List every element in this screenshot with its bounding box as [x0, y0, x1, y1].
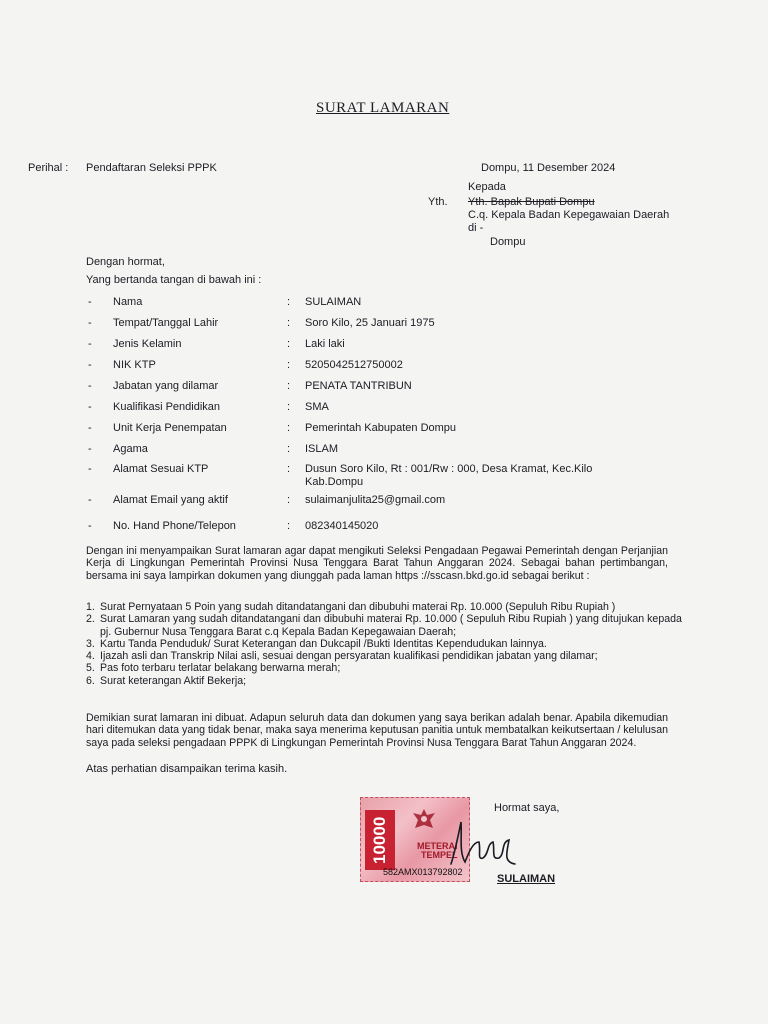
field-dash: - — [88, 317, 92, 329]
garuda-emblem-icon — [409, 806, 439, 836]
field-colon: : — [287, 494, 291, 506]
thanks-line: Atas perhatian disampaikan terima kasih. — [86, 763, 288, 775]
list-item-text: Ijazah asli dan Transkrip Nilai asli, sesuai dengan persyaratan kualifikasi pendidikan jabatan yang dilamar; — [100, 650, 598, 663]
attachment-list — [86, 601, 686, 687]
subject-value: Pendaftaran Seleksi PPPK — [86, 162, 217, 174]
stamp-serial: 582AMX013792802 — [383, 867, 463, 877]
field-label: Alamat Sesuai KTP — [113, 463, 209, 475]
field-value: sulaimanjulita25@gmail.com — [305, 494, 446, 506]
field-colon: : — [287, 317, 291, 329]
field-colon: : — [287, 296, 291, 308]
field-value-line2: Kab.Dompu — [305, 476, 364, 488]
field-value: Dusun Soro Kilo, Rt : 001/Rw : 000, Desa Kramat, Kec.Kilo — [305, 463, 593, 475]
field-label: Jenis Kelamin — [113, 338, 182, 350]
list-item-text: Pas foto terbaru terlatar belakang berwarna merah; — [100, 662, 341, 675]
list-item-number: 6. — [86, 674, 95, 687]
stamp-value: 10000 — [365, 810, 395, 870]
field-value: ISLAM — [305, 443, 339, 455]
field-dash: - — [88, 443, 92, 455]
field-colon: : — [287, 401, 291, 413]
list-item-number: 1. — [86, 601, 95, 613]
field-dash: - — [88, 494, 92, 506]
body-paragraph: Dengan ini menyampaikan Surat lamaran agar dapat mengikuti Seleksi Pengadaan Pegawai Pemerintah dengan Perjanjian Kerja di Lingkungan Pemerintah Provinsi Nusa Tenggara Barat Tahun Anggaran 2024. Sebagai bahan pertimbangan, bersama ini saya lampirkan dokumen yang diunggah pada laman https ://sscasn.bkd.go.id sebagai berikut : — [86, 545, 668, 582]
list-item-number: 3. — [86, 637, 95, 650]
field-label: Unit Kerja Penempatan — [113, 422, 227, 434]
field-colon: : — [287, 443, 291, 455]
field-dash: - — [88, 359, 92, 371]
list-item-number: 2. — [86, 613, 95, 626]
document-title: SURAT LAMARAN — [316, 100, 450, 116]
list-item — [86, 613, 686, 638]
signoff: Hormat saya, — [494, 802, 560, 814]
stamp-label-line1: METERAI — [417, 841, 458, 851]
list-item-text: Surat keterangan Aktif Bekerja; — [100, 674, 247, 687]
field-colon: : — [287, 380, 291, 392]
field-colon: : — [287, 520, 291, 532]
recipient-di: di - — [468, 222, 484, 234]
recipient-kepada: Kepada — [468, 181, 506, 193]
field-label: Alamat Email yang aktif — [113, 494, 228, 506]
field-value: Laki laki — [305, 338, 345, 350]
field-label: Agama — [113, 443, 148, 455]
field-label: NIK KTP — [113, 359, 156, 371]
field-label: Jabatan yang dilamar — [113, 380, 219, 392]
field-dash: - — [88, 422, 92, 434]
list-item-text: Kartu Tanda Penduduk/ Surat Keterangan dan Dukcapil /Bukti Identitas Kependudukan lainnya. — [100, 637, 547, 650]
field-label: Kualifikasi Pendidikan — [113, 401, 221, 413]
list-item — [86, 601, 686, 613]
field-value: 082340145020 — [305, 520, 379, 532]
field-dash: - — [88, 380, 92, 392]
field-value: PENATA TANTRIBUN — [305, 380, 412, 392]
stamp-label-line2: TEMPEL — [421, 850, 458, 860]
subject-label: Perihal : — [28, 162, 69, 174]
field-value: SULAIMAN — [305, 296, 362, 308]
field-label: No. Hand Phone/Telepon — [113, 520, 236, 532]
place-date: Dompu, 11 Desember 2024 — [481, 162, 616, 174]
field-dash: - — [88, 401, 92, 413]
recipient-cq: C.q. Kepala Badan Kepegawaian Daerah — [468, 209, 670, 221]
field-value: Soro Kilo, 25 Januari 1975 — [305, 317, 435, 329]
recipient-city: Dompu — [490, 236, 526, 248]
field-dash: - — [88, 463, 92, 475]
field-value: 5205042512750002 — [305, 359, 403, 371]
field-dash: - — [88, 338, 92, 350]
list-item — [86, 638, 686, 650]
list-item-number: 5. — [86, 662, 95, 675]
list-item-number: 4. — [86, 650, 95, 663]
field-value: SMA — [305, 401, 329, 413]
field-label: Nama — [113, 296, 143, 308]
list-item — [86, 662, 686, 674]
greeting: Dengan hormat, — [86, 256, 165, 268]
signer-name: SULAIMAN — [497, 873, 556, 885]
field-label: Tempat/Tanggal Lahir — [113, 317, 219, 329]
list-item — [86, 675, 686, 687]
field-colon: : — [287, 463, 291, 475]
field-colon: : — [287, 422, 291, 434]
field-colon: : — [287, 338, 291, 350]
list-item-text: Surat Pernyataan 5 Poin yang sudah ditandatangani dan dibubuhi materai Rp. 10.000 (Sepuluh Ribu Rupiah ) — [100, 601, 616, 613]
field-dash: - — [88, 520, 92, 532]
field-value: Pemerintah Kabupaten Dompu — [305, 422, 457, 434]
recipient-struck: Yth. Bapak Bupati Dompu — [468, 196, 595, 208]
list-item — [86, 650, 686, 662]
closing-paragraph: Demikian surat lamaran ini dibuat. Adapun seluruh data dan dokumen yang saya berikan adalah benar. Apabila dikemudian hari ditemukan data yang tidak benar, maka saya menerima keputusan panitia untuk membatalkan keikutsertaan / kelulusan saya pada seleksi pengadaan PPPK di Lingkungan Pemerintah Provinsi Nusa Tenggara Barat Tahun Anggaran 2024. — [86, 712, 668, 749]
intro-line: Yang bertanda tangan di bawah ini : — [86, 274, 262, 286]
field-colon: : — [287, 359, 291, 371]
yth-label: Yth. — [428, 196, 448, 208]
field-dash: - — [88, 296, 92, 308]
list-item-text: Surat Lamaran yang sudah ditandatangani dan dibubuhi materai Rp. 10.000 ( Sepuluh Ribu Rupiah ) yang ditujukan kepada pj. Gubernur Nusa Tenggara Barat c.q Kepala Badan Kepegawaian Daerah; — [100, 613, 682, 638]
signature-icon — [445, 812, 525, 878]
